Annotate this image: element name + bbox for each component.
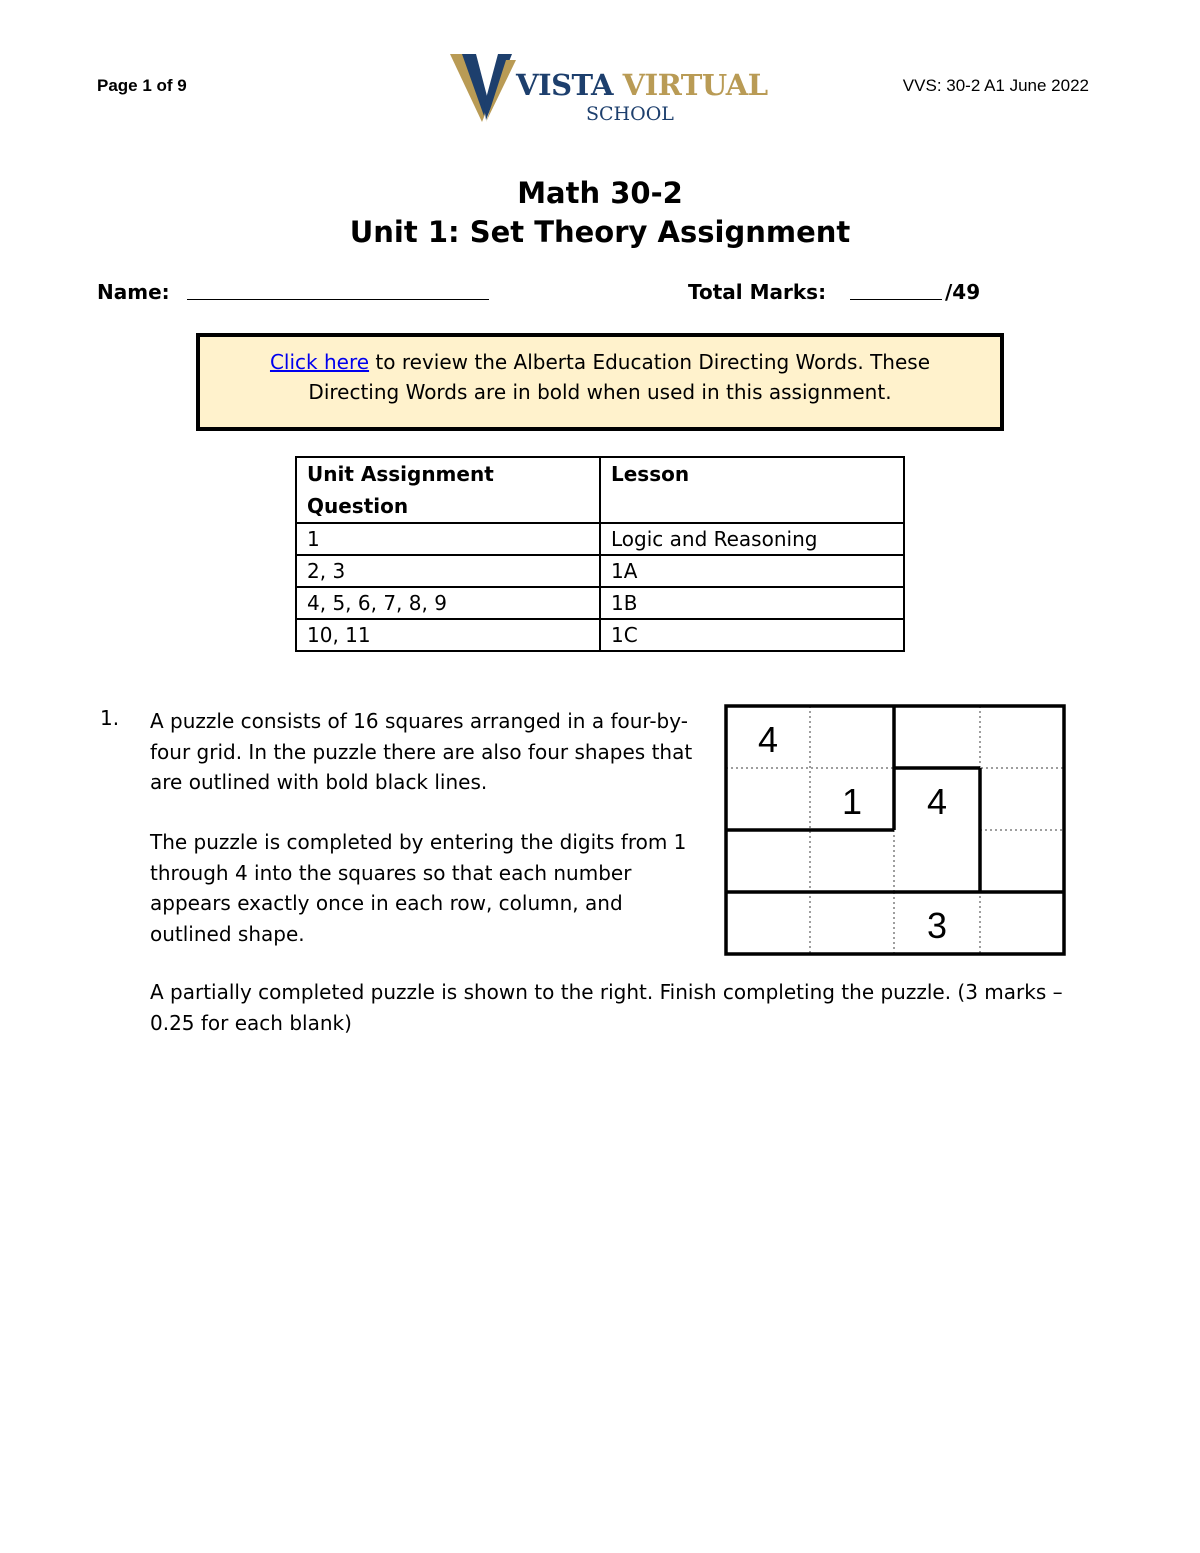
table-cell: 1B: [600, 587, 904, 619]
table-cell: 1: [296, 523, 600, 555]
assignment-title: Unit 1: Set Theory Assignment: [349, 215, 851, 249]
puzzle-cell-r2c3: 4: [926, 781, 948, 822]
logo-v-icon: [446, 50, 516, 130]
puzzle-cell-r1c1: 4: [757, 719, 779, 760]
logo-text-vista: VISTA: [516, 68, 614, 102]
lesson-table: [295, 456, 905, 652]
table-row: [296, 619, 904, 651]
question-paragraph-2: The puzzle is completed by entering the digits from 1 through 4 into the squares so that each number appears exactly once in each row, column, and outlined shape.: [150, 830, 687, 946]
total-marks-label: Total Marks:: [688, 280, 827, 304]
table-row: [296, 587, 904, 619]
directing-words-notice: [196, 333, 1004, 431]
table-cell: 10, 11: [296, 619, 600, 651]
table-header-row: [296, 457, 904, 523]
puzzle-cell-r4c3: 3: [926, 905, 948, 946]
table-row: [296, 555, 904, 587]
total-marks-value: /49: [945, 280, 981, 304]
course-title: Math 30-2: [517, 176, 683, 210]
table-row: [296, 523, 904, 555]
logo-text-school: SCHOOL: [586, 103, 674, 125]
name-blank[interactable]: [187, 299, 489, 300]
notice-line2: Directing Words are in bold when used in this assignment.: [308, 380, 892, 404]
header-unit-question: Unit Assignment Question: [296, 457, 600, 523]
name-label: Name:: [97, 280, 170, 304]
page-number: Page 1 of 9: [97, 76, 187, 95]
table-cell: Logic and Reasoning: [600, 523, 904, 555]
question-number: 1.: [100, 706, 120, 730]
puzzle-cell-r2c2: 1: [841, 781, 863, 822]
table-cell: 1C: [600, 619, 904, 651]
total-marks-blank[interactable]: [850, 299, 942, 300]
document-code: VVS: 30-2 A1 June 2022: [902, 76, 1089, 95]
notice-line1: to review the Alberta Education Directing Words. These: [369, 350, 931, 374]
question-paragraph-3: A partially completed puzzle is shown to the right. Finish completing the puzzle. (3 marks – 0.25 for each blank): [150, 980, 1063, 1035]
table-cell: 1A: [600, 555, 904, 587]
table-cell: 4, 5, 6, 7, 8, 9: [296, 587, 600, 619]
logo-text-virtual: VIRTUAL: [622, 68, 768, 102]
header-lesson: Lesson: [600, 457, 904, 523]
click-here-link[interactable]: Click here: [269, 350, 370, 374]
puzzle-grid: [722, 702, 1068, 960]
school-logo: [446, 50, 768, 130]
question-paragraph-1: A puzzle consists of 16 squares arranged in a four-by-four grid. In the puzzle there are also four shapes that are outlined with bold black lines.: [150, 709, 693, 794]
table-cell: 2, 3: [296, 555, 600, 587]
